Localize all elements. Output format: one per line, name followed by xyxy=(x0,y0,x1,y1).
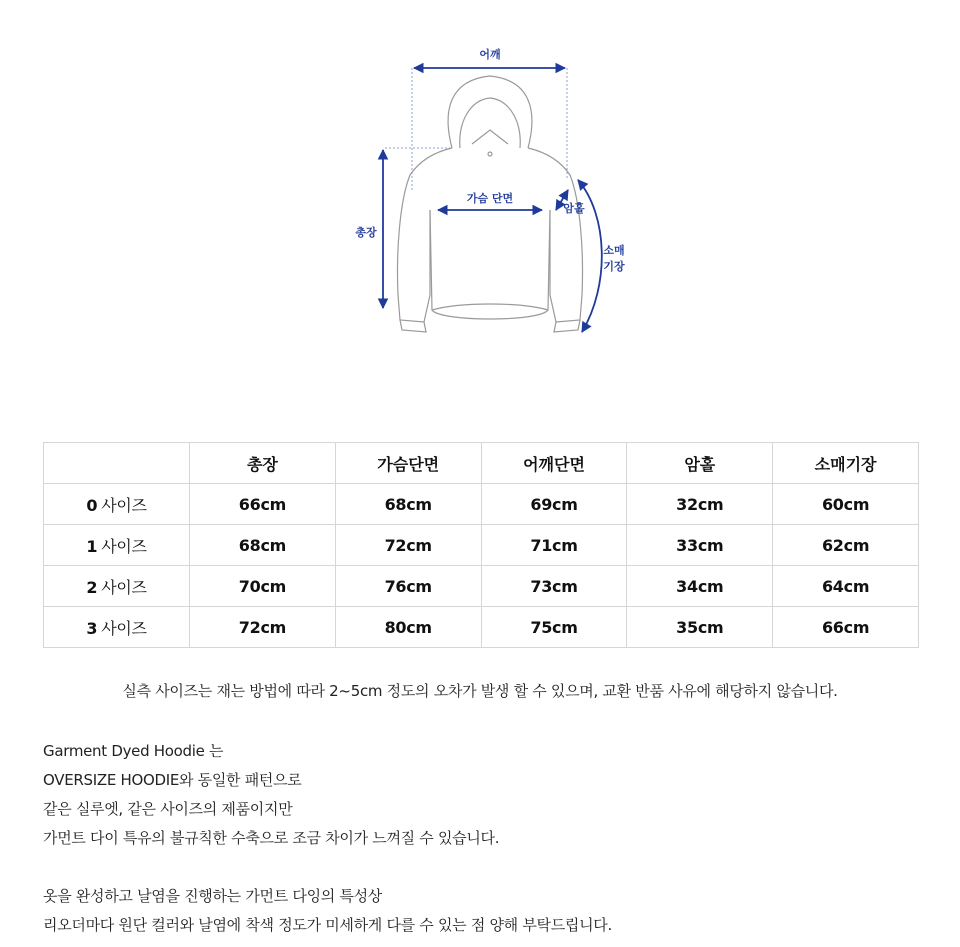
header-cell: 가슴단면 xyxy=(335,443,481,484)
table-cell: 60cm xyxy=(773,484,919,525)
table-cell: 33cm xyxy=(627,525,773,566)
table-row xyxy=(44,525,919,566)
table-cell: 64cm xyxy=(773,566,919,607)
table-cell: 68cm xyxy=(190,525,336,566)
shoulder-label: 어깨 xyxy=(479,48,501,61)
armhole-label: 암홀 xyxy=(563,202,585,215)
dyeing-notice xyxy=(43,882,612,940)
header-cell xyxy=(44,443,190,484)
table-cell: 35cm xyxy=(627,607,773,648)
size-label-cell xyxy=(44,484,190,525)
table-row xyxy=(44,566,919,607)
size-label-cell xyxy=(44,525,190,566)
hoodie-diagram-svg xyxy=(330,40,650,350)
chest-label: 가슴 단면 xyxy=(466,192,514,205)
table-header-row xyxy=(44,443,919,484)
size-label-cell xyxy=(44,566,190,607)
description-line: 같은 실루엣, 같은 사이즈의 제품이지만 xyxy=(43,800,293,818)
size-number: 2 xyxy=(86,577,98,597)
table-cell: 80cm xyxy=(335,607,481,648)
table-cell: 69cm xyxy=(481,484,627,525)
table-cell: 34cm xyxy=(627,566,773,607)
table-cell: 66cm xyxy=(190,484,336,525)
description-line: OVERSIZE HOODIE와 동일한 패턴으로 xyxy=(43,771,302,789)
size-text: 사이즈 xyxy=(101,577,147,597)
length-label: 총장 xyxy=(355,226,377,239)
table-cell: 68cm xyxy=(335,484,481,525)
header-cell: 어깨단면 xyxy=(481,443,627,484)
header-cell: 암홀 xyxy=(627,443,773,484)
table-row xyxy=(44,484,919,525)
table-cell: 32cm xyxy=(627,484,773,525)
table-cell: 75cm xyxy=(481,607,627,648)
size-text: 사이즈 xyxy=(101,618,147,638)
header-cell: 소매기장 xyxy=(773,443,919,484)
table-cell: 72cm xyxy=(335,525,481,566)
size-number: 3 xyxy=(86,618,98,638)
table-cell: 71cm xyxy=(481,525,627,566)
sleeve-label-line2: 기장 xyxy=(603,260,625,273)
table-cell: 73cm xyxy=(481,566,627,607)
notice-line: 옷을 완성하고 날염을 진행하는 가먼트 다잉의 특성상 xyxy=(43,887,382,905)
description-line: Garment Dyed Hoodie 는 xyxy=(43,742,224,760)
header-cell: 총장 xyxy=(190,443,336,484)
size-chart-table xyxy=(43,442,919,648)
table-cell: 70cm xyxy=(190,566,336,607)
table-cell: 62cm xyxy=(773,525,919,566)
product-description xyxy=(43,737,499,853)
notice-line: 리오더마다 원단 컬러와 날염에 착색 정도가 미세하게 다를 수 있는 점 양해 부탁드립니다. xyxy=(43,916,612,934)
table-cell: 66cm xyxy=(773,607,919,648)
table-cell: 76cm xyxy=(335,566,481,607)
size-label-cell xyxy=(44,607,190,648)
table-row xyxy=(44,607,919,648)
size-text: 사이즈 xyxy=(101,536,147,556)
measurement-notice: 실측 사이즈는 재는 방법에 따라 2~5cm 정도의 오차가 발생 할 수 있으며, 교환 반품 사유에 해당하지 않습니다. xyxy=(122,682,838,700)
sleeve-label-line1: 소매 xyxy=(603,244,625,257)
size-number: 0 xyxy=(86,495,98,515)
description-line: 가먼트 다이 특유의 불규칙한 수축으로 조금 차이가 느껴질 수 있습니다. xyxy=(43,829,500,847)
size-text: 사이즈 xyxy=(101,495,147,515)
hoodie-measurement-diagram xyxy=(330,40,650,350)
size-number: 1 xyxy=(86,536,98,556)
table-cell: 72cm xyxy=(190,607,336,648)
